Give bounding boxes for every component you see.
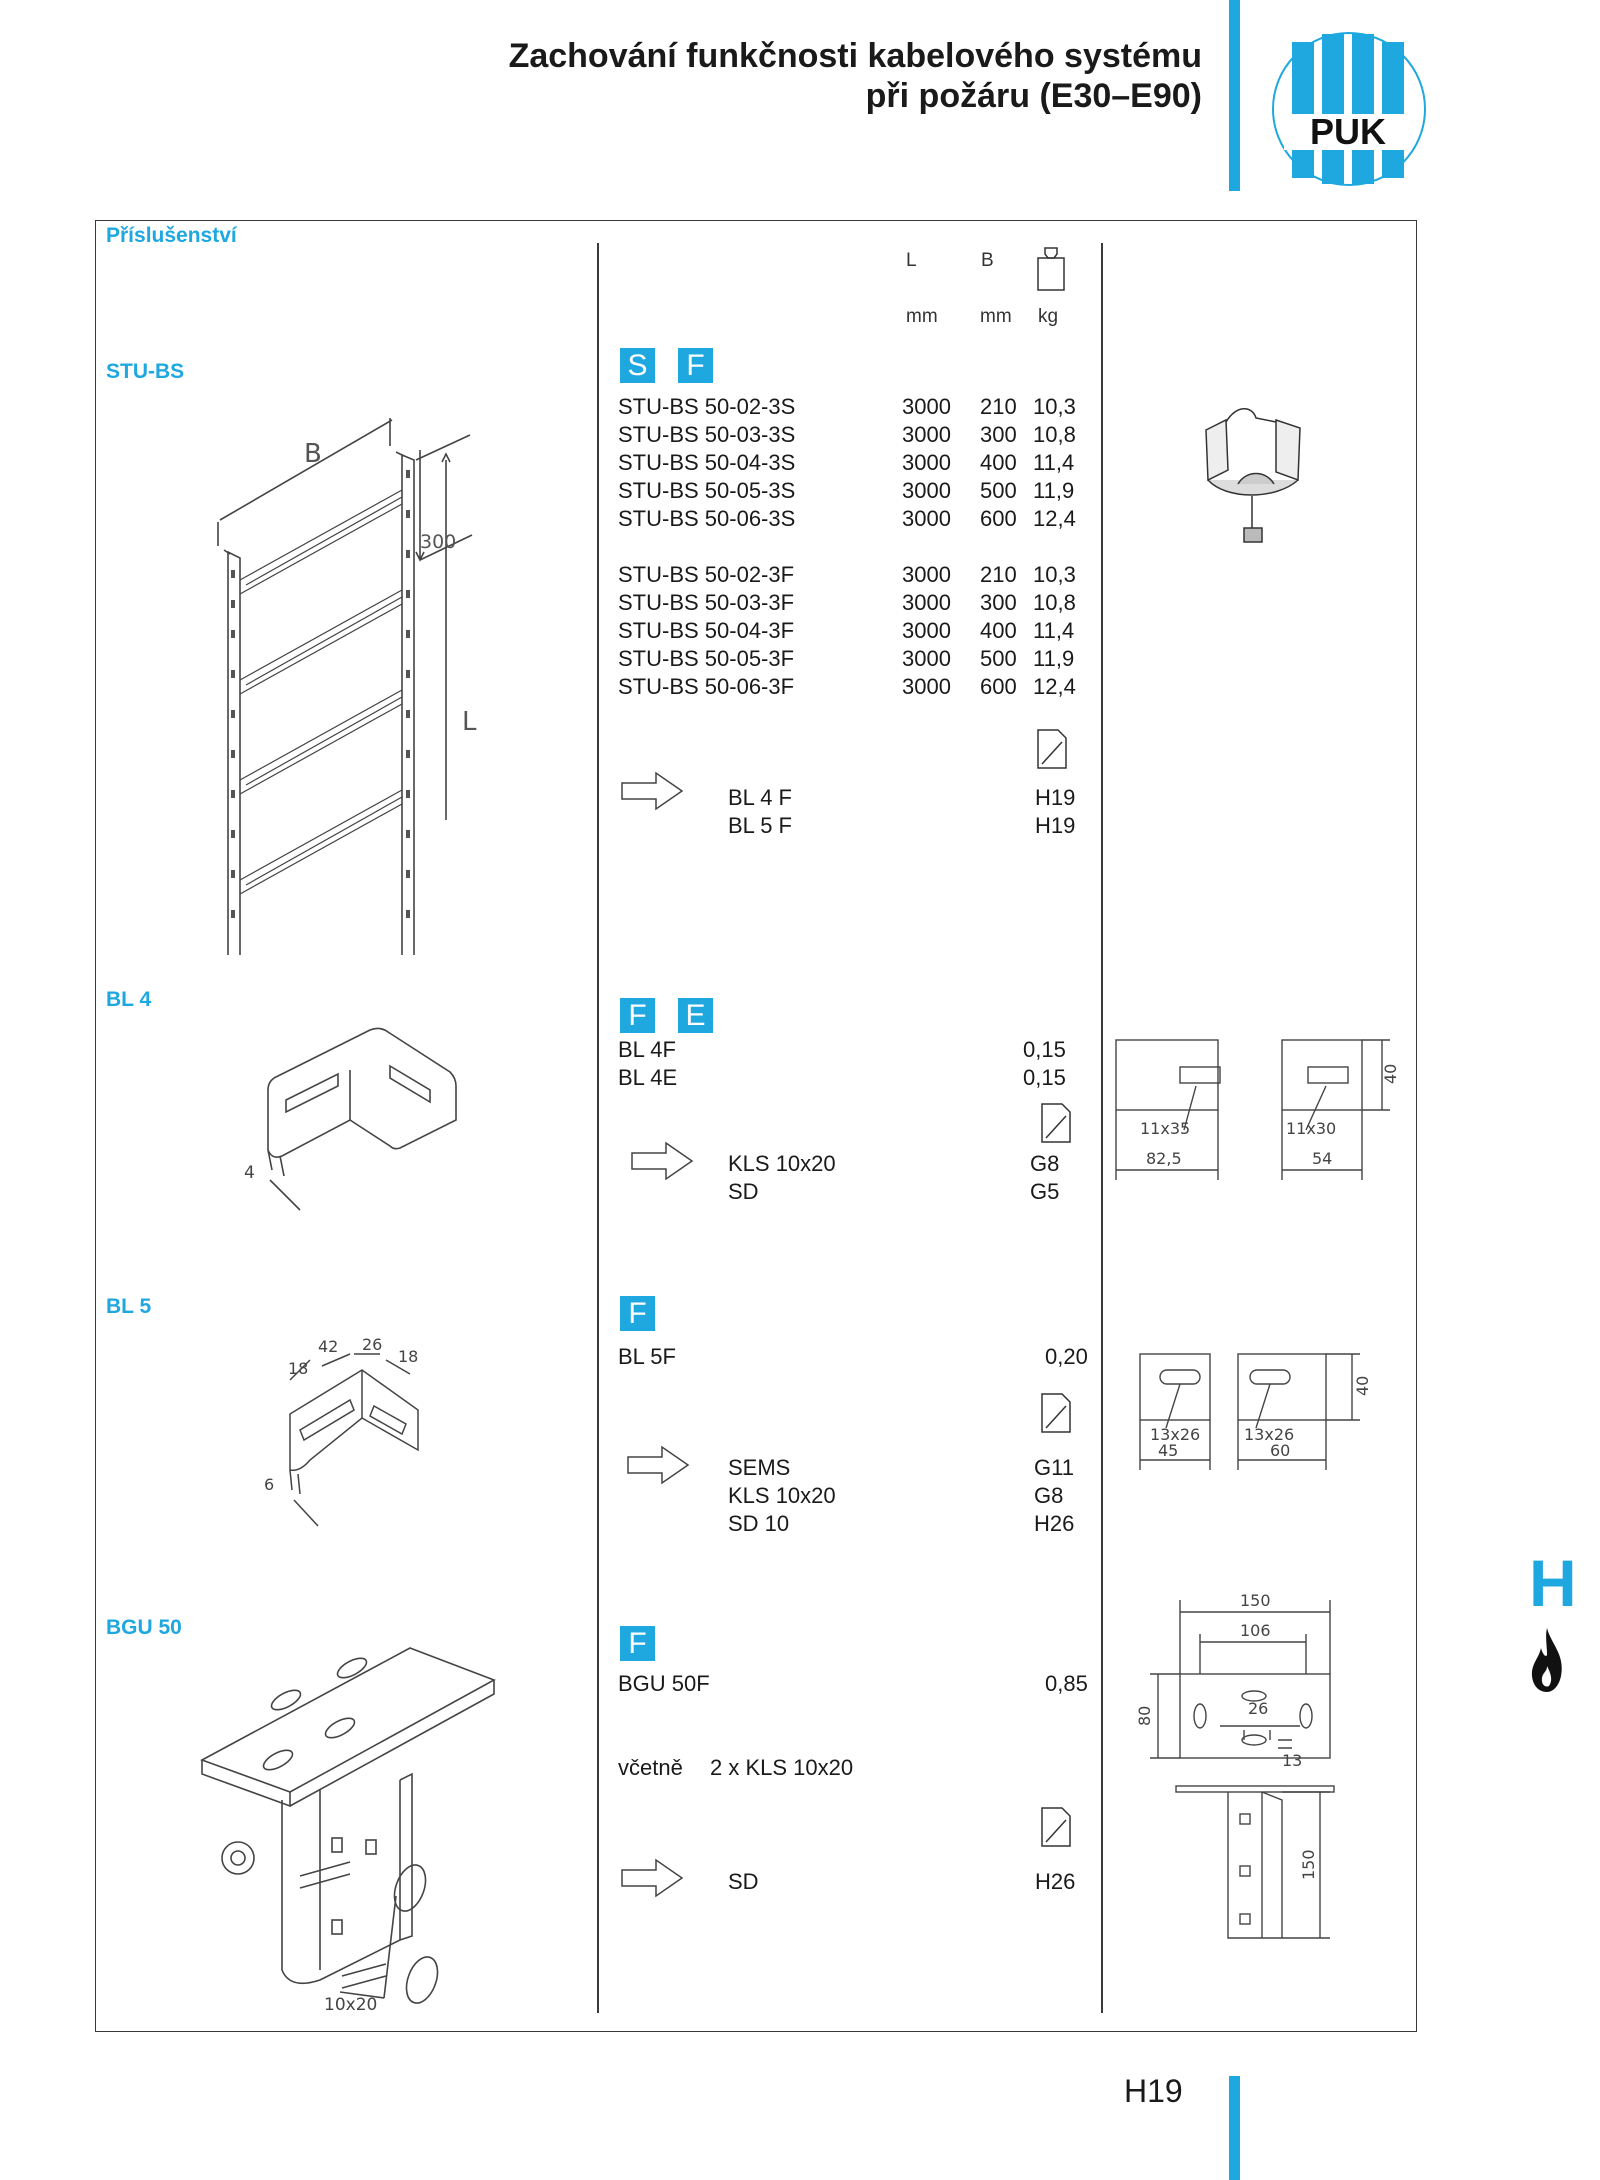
dim-width-b: 60 <box>1270 1441 1291 1460</box>
section-accessories: Příslušenství <box>106 224 237 247</box>
cell-weight: 10,8 <box>1033 422 1076 447</box>
thickness-label: 4 <box>244 1163 255 1183</box>
clamp-fixture-image <box>1196 400 1316 555</box>
column-divider-2 <box>1101 243 1103 2013</box>
badge-f: F <box>620 1296 655 1331</box>
table-row: STU-BS 50-02-3F <box>618 562 795 587</box>
ref-page: G8 <box>1034 1483 1064 1508</box>
flame-icon <box>1527 1626 1567 1694</box>
badge-e: E <box>678 998 713 1033</box>
table-row: STU-BS 50-03-3F <box>618 590 795 615</box>
dim-label-L: L <box>462 707 477 737</box>
cell-width: 400 <box>980 450 1017 475</box>
title-line-1: Zachování funkčnosti kabelového systému <box>508 37 1202 75</box>
cell-width: 600 <box>980 674 1017 699</box>
cell-weight: 0,15 <box>1023 1065 1066 1090</box>
ref-item: KLS 10x20 <box>728 1151 836 1176</box>
cell-length: 3000 <box>902 646 951 671</box>
column-divider-1 <box>597 243 599 2013</box>
cell-width: 400 <box>980 618 1017 643</box>
bl5-dimension-drawing <box>1120 1340 1390 1480</box>
page-number: H19 <box>1124 2073 1183 2109</box>
cell-length: 3000 <box>902 562 951 587</box>
cell-length: 3000 <box>902 590 951 615</box>
cell-width: 500 <box>980 646 1017 671</box>
ref-item: SEMS <box>728 1455 791 1480</box>
page-reference-icon <box>1040 1806 1072 1848</box>
cell-weight: 10,3 <box>1033 562 1076 587</box>
puk-logo <box>1270 30 1428 188</box>
bl5-bracket-drawing <box>250 1330 450 1540</box>
cell-weight: 11,4 <box>1033 618 1075 643</box>
dim-13: 13 <box>1282 1751 1303 1770</box>
bl4-row: BL 4E <box>618 1065 678 1090</box>
ref-page: H19 <box>1035 785 1076 810</box>
cell-width: 210 <box>980 562 1017 587</box>
arrow-right-icon <box>630 1140 694 1182</box>
section-stu-bs: STU-BS <box>106 360 185 383</box>
arrow-right-icon <box>626 1444 690 1486</box>
dim-label-B: B <box>304 439 322 469</box>
page-reference-icon <box>1036 728 1068 770</box>
arrow-right-icon <box>620 770 684 812</box>
brand-bar <box>1229 0 1240 191</box>
cell-length: 3000 <box>902 618 951 643</box>
cell-weight: 11,9 <box>1033 646 1075 671</box>
dim-42: 42 <box>318 1337 339 1356</box>
table-row: STU-BS 50-05-3S <box>618 478 796 503</box>
bgu-console-drawing <box>190 1640 500 2025</box>
page-reference-icon <box>1040 1392 1072 1434</box>
table-row: STU-BS 50-04-3F <box>618 618 795 643</box>
dim-slot-a: 11x35 <box>1140 1119 1191 1138</box>
ref-page: H26 <box>1035 1869 1076 1894</box>
ref-page: H26 <box>1034 1511 1075 1536</box>
cell-length: 3000 <box>902 422 951 447</box>
unit-B: mm <box>980 306 1012 327</box>
bl4-bracket-drawing <box>230 1020 470 1220</box>
dim-width-a: 82,5 <box>1146 1149 1182 1168</box>
badge-f: F <box>620 998 655 1033</box>
ref-page: G11 <box>1034 1455 1074 1480</box>
cell-weight: 10,8 <box>1033 590 1076 615</box>
cell-weight: 0,15 <box>1023 1037 1066 1062</box>
table-row: STU-BS 50-04-3S <box>618 450 796 475</box>
arrow-right-icon <box>620 1857 684 1899</box>
ref-item: SD <box>728 1179 759 1204</box>
dim-150-vertical: 150 <box>1299 1849 1318 1880</box>
cell-width: 600 <box>980 506 1017 531</box>
dim-6: 6 <box>264 1475 275 1494</box>
cell-weight: 12,4 <box>1033 506 1076 531</box>
cell-weight: 10,3 <box>1033 394 1076 419</box>
dim-height: 40 <box>1353 1375 1372 1396</box>
ref-item: SD 10 <box>728 1511 790 1536</box>
dim-width-a: 45 <box>1158 1441 1179 1460</box>
cell-weight: 0,85 <box>1045 1671 1088 1696</box>
dim-slot-b: 13x26 <box>1244 1425 1295 1444</box>
page-title <box>509 36 1202 116</box>
dim-height: 40 <box>1381 1063 1400 1084</box>
ref-page: G8 <box>1030 1151 1060 1176</box>
dim-slot-a: 13x26 <box>1150 1425 1201 1444</box>
section-letter: H <box>1529 1546 1577 1620</box>
ref-item: BL 5 F <box>728 813 792 838</box>
section-bl4: BL 4 <box>106 988 152 1011</box>
cell-width: 210 <box>980 394 1017 419</box>
badge-s: S <box>620 348 655 383</box>
header-B: B <box>981 250 994 271</box>
ref-item: SD <box>728 1869 759 1894</box>
ref-page: G5 <box>1030 1179 1060 1204</box>
dim-106: 106 <box>1240 1621 1271 1640</box>
bgu-dimension-drawing <box>1120 1590 1360 1970</box>
cell-width: 300 <box>980 422 1017 447</box>
ref-item: BL 4 F <box>728 785 792 810</box>
badge-f: F <box>678 348 713 383</box>
ref-page: H19 <box>1035 813 1076 838</box>
cable-ladder-drawing <box>180 400 500 955</box>
dim-26: 26 <box>1248 1699 1269 1718</box>
dim-26: 26 <box>362 1335 383 1354</box>
dim-width-b: 54 <box>1312 1149 1333 1168</box>
dim-150: 150 <box>1240 1591 1271 1610</box>
cell-weight: 0,20 <box>1045 1344 1088 1369</box>
unit-L: mm <box>906 306 938 327</box>
cell-width: 500 <box>980 478 1017 503</box>
cell-length: 3000 <box>902 478 951 503</box>
page-reference-icon <box>1040 1102 1072 1144</box>
bl5-row: BL 5F <box>618 1344 676 1369</box>
table-row: STU-BS 50-06-3S <box>618 506 796 531</box>
dim-80: 80 <box>1135 1705 1154 1726</box>
table-row: STU-BS 50-03-3S <box>618 422 796 447</box>
dim-18a: 18 <box>288 1359 309 1378</box>
bgu-row: BGU 50F <box>618 1671 710 1696</box>
cell-weight: 11,4 <box>1033 450 1075 475</box>
dim-label-300: 300 <box>420 531 457 553</box>
bolt-label: 10x20 <box>324 1995 378 2015</box>
table-row: STU-BS 50-02-3S <box>618 394 796 419</box>
title-line-2: při požáru (E30–E90) <box>865 77 1202 115</box>
cell-weight: 12,4 <box>1033 674 1076 699</box>
bl4-row: BL 4F <box>618 1037 676 1062</box>
weight-icon <box>1035 246 1067 292</box>
including-item: 2 x KLS 10x20 <box>710 1755 854 1780</box>
table-row: STU-BS 50-05-3F <box>618 646 795 671</box>
cell-length: 3000 <box>902 394 951 419</box>
section-bl5: BL 5 <box>106 1295 152 1318</box>
logo-text: PUK <box>1309 111 1387 152</box>
cell-length: 3000 <box>902 506 951 531</box>
dim-18b: 18 <box>398 1347 419 1366</box>
section-bgu50: BGU 50 <box>106 1616 182 1639</box>
badge-f: F <box>620 1626 655 1661</box>
dim-slot-b: 11x30 <box>1286 1119 1337 1138</box>
ref-item: KLS 10x20 <box>728 1483 836 1508</box>
footer-brand-bar <box>1229 2076 1240 2180</box>
cell-length: 3000 <box>902 674 951 699</box>
header-L: L <box>906 250 917 271</box>
including-label: včetně <box>618 1755 683 1780</box>
cell-length: 3000 <box>902 450 951 475</box>
table-row: STU-BS 50-06-3F <box>618 674 795 699</box>
unit-kg: kg <box>1038 306 1059 327</box>
bl4-dimension-drawing <box>1110 1030 1410 1190</box>
cell-weight: 11,9 <box>1033 478 1075 503</box>
cell-width: 300 <box>980 590 1017 615</box>
